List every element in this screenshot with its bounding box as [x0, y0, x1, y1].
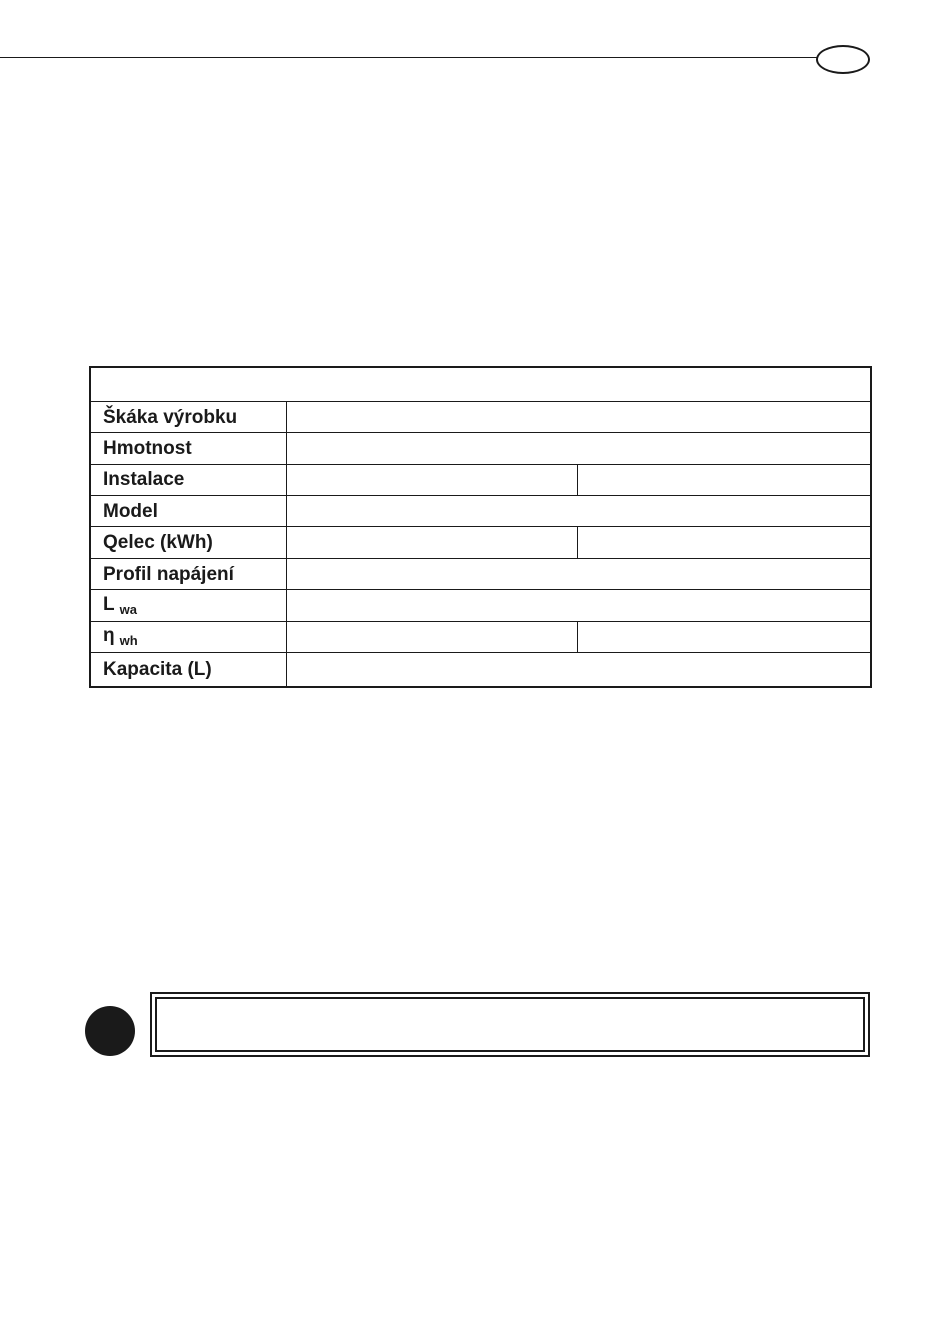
note-box [150, 992, 870, 1057]
value-cell [286, 464, 577, 495]
note-text [155, 997, 865, 1052]
header-rule [0, 57, 818, 58]
value-cell [577, 621, 871, 652]
table-row [90, 496, 871, 527]
table-row [90, 653, 871, 687]
row-label-eta-wh: η $_{wh}$ [90, 621, 286, 652]
row-label-weight: Hmotnost [90, 433, 286, 464]
value-cell [577, 527, 871, 558]
row-label-lwa: L $_{wa}$ [90, 590, 286, 621]
table-row [90, 401, 871, 432]
value-cell [286, 401, 871, 432]
table-row [90, 558, 871, 589]
row-label-product-class: Škáka výrobku [90, 401, 286, 432]
row-label-capacity: Kapacita (L) [90, 653, 286, 687]
table-row [90, 464, 871, 495]
table-row [90, 527, 871, 558]
value-cell [286, 621, 577, 652]
spec-table-title [90, 367, 871, 401]
value-cell [286, 527, 577, 558]
value-cell [286, 590, 871, 621]
value-cell [577, 464, 871, 495]
value-cell [286, 496, 871, 527]
table-row [90, 621, 871, 652]
bullet-icon [85, 1006, 135, 1056]
table-row [90, 590, 871, 621]
spec-table-title-row [90, 367, 871, 401]
value-cell [286, 433, 871, 464]
page-marker-oval [816, 45, 870, 74]
product-spec-table [89, 366, 872, 688]
row-label-qelec: Qelec (kWh) [90, 527, 286, 558]
row-label-model: Model [90, 496, 286, 527]
value-cell [286, 558, 871, 589]
row-label-load-profile: Profil napájení [90, 558, 286, 589]
row-label-installation: Instalace [90, 464, 286, 495]
value-cell [286, 653, 871, 687]
table-row [90, 433, 871, 464]
